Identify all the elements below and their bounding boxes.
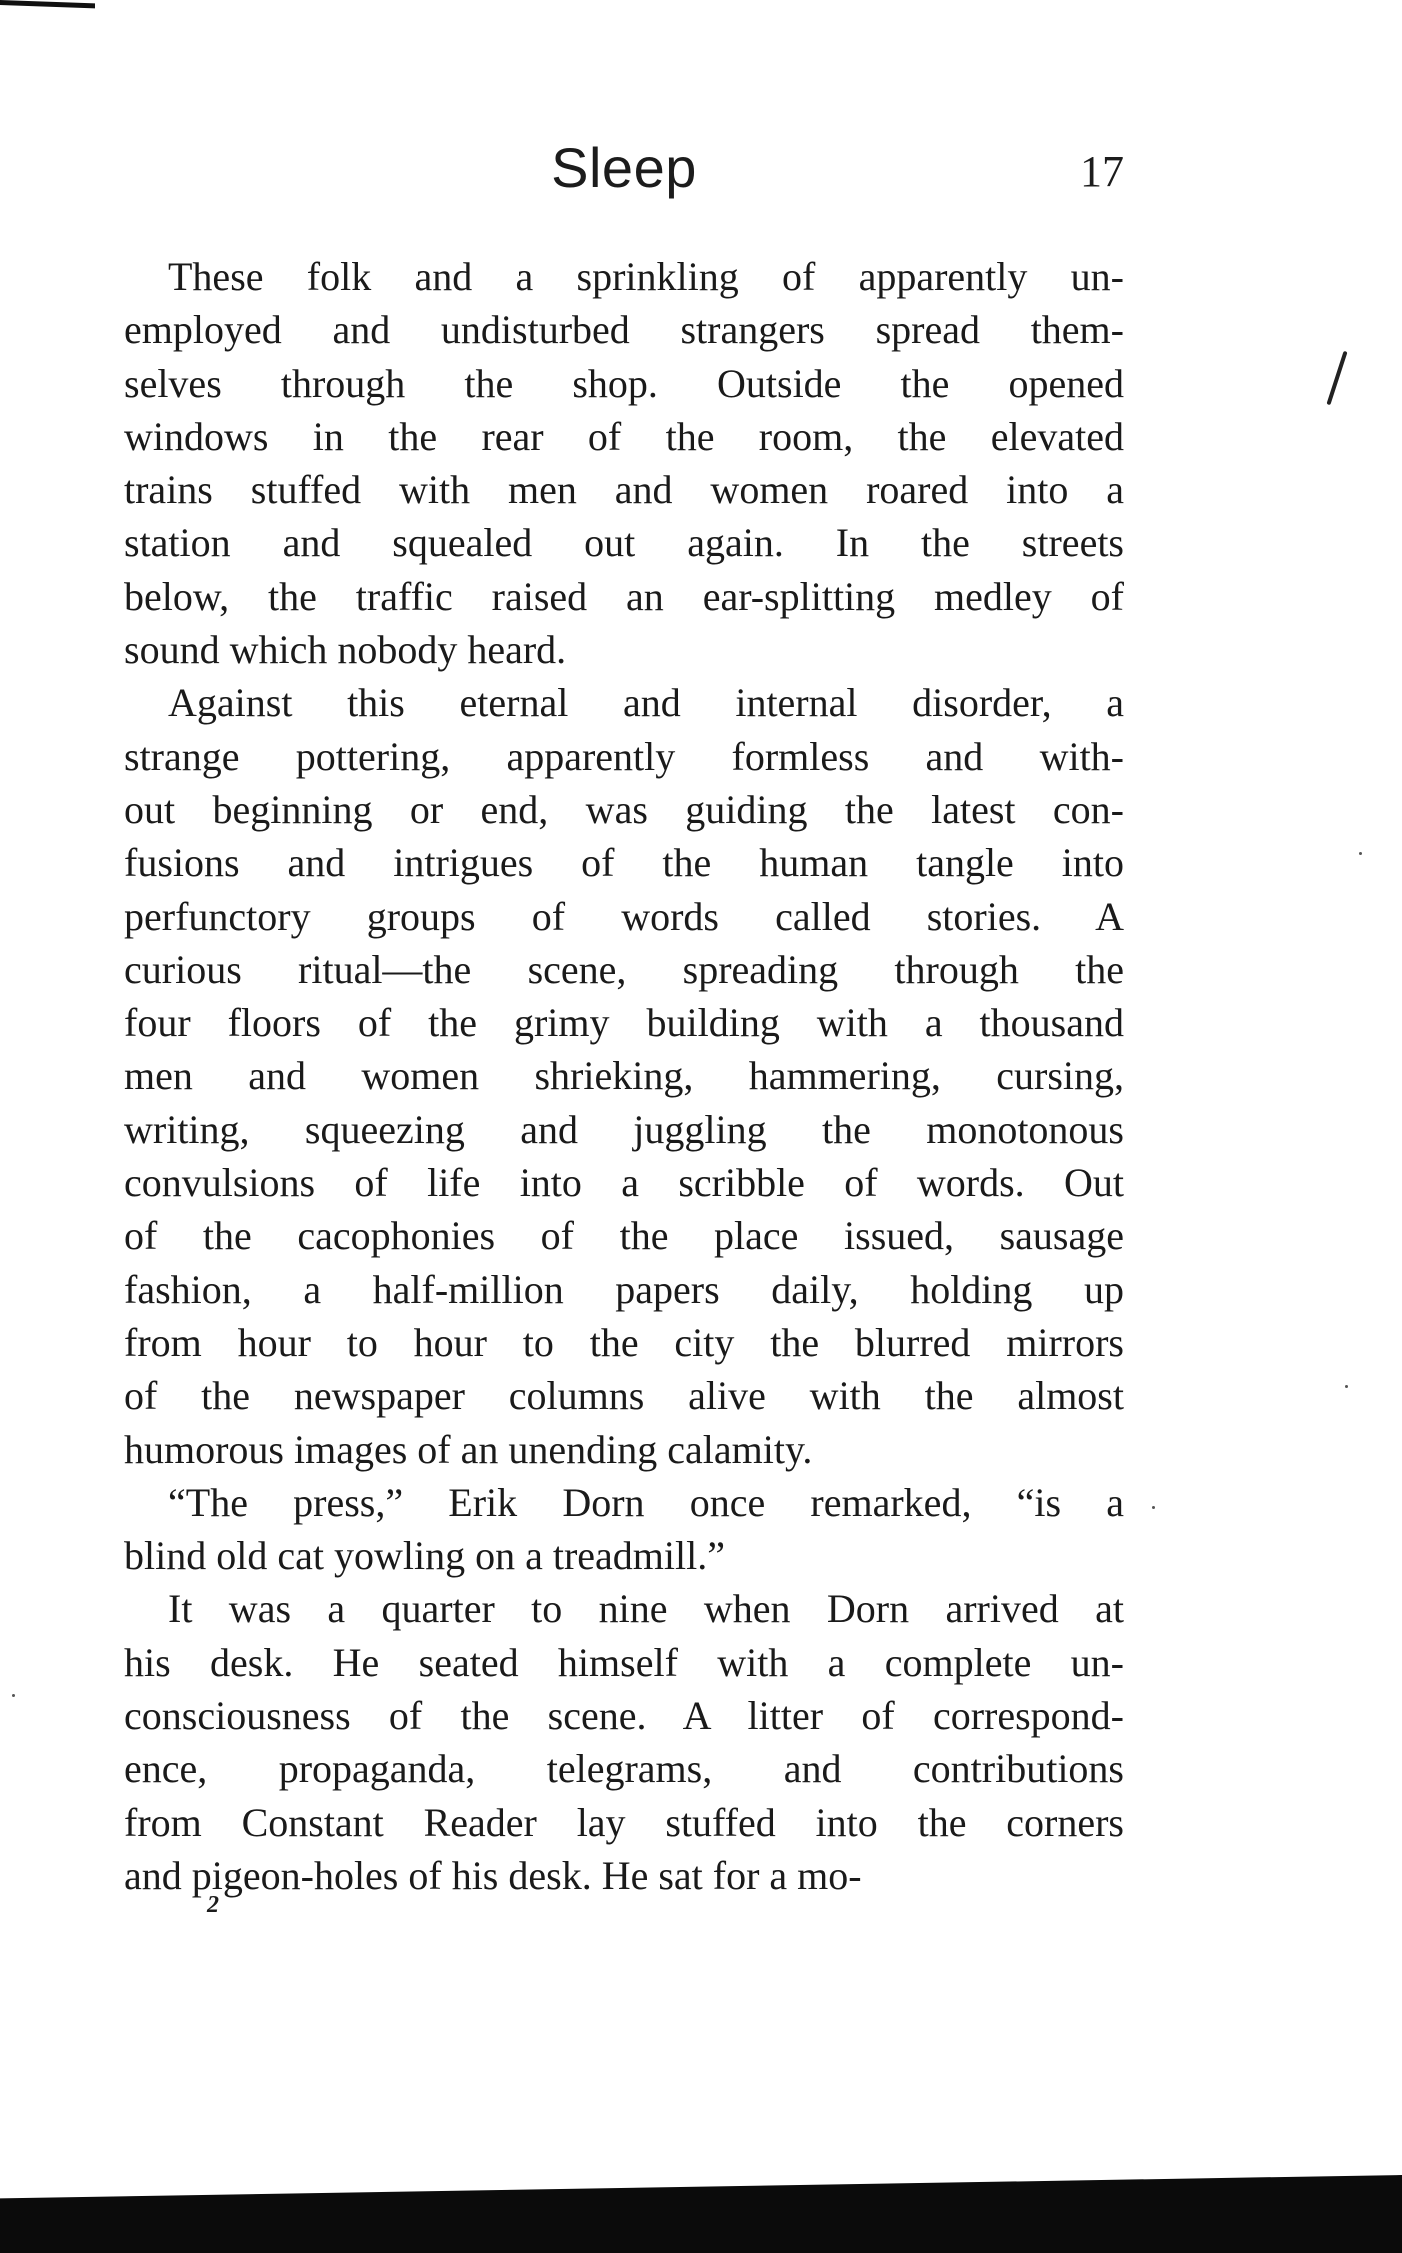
text-line: his desk. He seated himself with a complete un- [124, 1639, 1124, 1685]
text-line: out beginning or end, was guiding the latest con- [124, 786, 1124, 832]
paragraph [124, 1476, 1124, 1583]
scan-speck [1152, 1506, 1155, 1509]
paragraph [124, 1582, 1124, 1902]
text-line: of the cacophonies of the place issued, sausage [124, 1213, 1124, 1259]
text-line: blind old cat yowling on a treadmill.” [124, 1533, 725, 1579]
margin-pencil-stroke [1326, 351, 1347, 405]
running-head [124, 128, 1124, 208]
text-line: from hour to hour to the city the blurred mirrors [124, 1319, 1124, 1365]
running-title: Sleep [551, 136, 697, 199]
text-line: sound which nobody heard. [124, 627, 567, 673]
text-line: station and squealed out again. In the streets [124, 520, 1124, 566]
text-line: perfunctory groups of words called stories. A [124, 893, 1124, 939]
text-line: fashion, a half-million papers daily, holding up [124, 1266, 1124, 1312]
text-line: and pigeon-holes of his desk. He sat for a mo- [124, 1852, 862, 1898]
text-line: consciousness of the scene. A litter of correspond- [124, 1693, 1124, 1739]
text-line: “The press,” Erik Dorn once remarked, “is a [168, 1479, 1124, 1525]
text-line: of the newspaper columns alive with the almost [124, 1373, 1124, 1419]
paragraph [124, 676, 1124, 1475]
text-line: It was a quarter to nine when Dorn arrived at [168, 1586, 1124, 1632]
page-number: 17 [1080, 147, 1124, 196]
text-line: humorous images of an unending calamity. [124, 1426, 813, 1472]
text-line: curious ritual—the scene, spreading through the [124, 946, 1124, 992]
text-line: four floors of the grimy building with a thousand [124, 1000, 1124, 1046]
text-line: trains stuffed with men and women roared into a [124, 467, 1124, 513]
signature-mark: 2 [207, 1892, 219, 1918]
text-line: selves through the shop. Outside the opened [124, 360, 1124, 406]
text-line: strange pottering, apparently formless and with- [124, 733, 1124, 779]
text-line: writing, squeezing and juggling the monotonous [124, 1106, 1124, 1152]
text-line: windows in the rear of the room, the elevated [124, 413, 1124, 459]
text-line: Against this eternal and internal disorder, a [168, 680, 1124, 726]
text-line: convulsions of life into a scribble of words. Out [124, 1160, 1124, 1206]
text-line: ence, propaganda, telegrams, and contributions [124, 1746, 1124, 1792]
scan-speck [12, 1694, 15, 1697]
paragraph [124, 250, 1124, 676]
text-line: from Constant Reader lay stuffed into the corners [124, 1799, 1124, 1845]
text-line: These folk and a sprinkling of apparently un- [168, 254, 1124, 299]
scan-bottom-edge [0, 2175, 1402, 2253]
body-text [124, 250, 1124, 1902]
text-line: men and women shrieking, hammering, cursing, [124, 1053, 1124, 1099]
text-line: fusions and intrigues of the human tangle into [124, 840, 1124, 886]
text-line: below, the traffic raised an ear-splitting medley of [124, 573, 1124, 619]
scan-speck [1345, 1385, 1348, 1388]
scan-corner-mark [0, 0, 95, 8]
scan-speck [1359, 852, 1362, 855]
text-line: employed and undisturbed strangers spread them- [124, 307, 1124, 353]
